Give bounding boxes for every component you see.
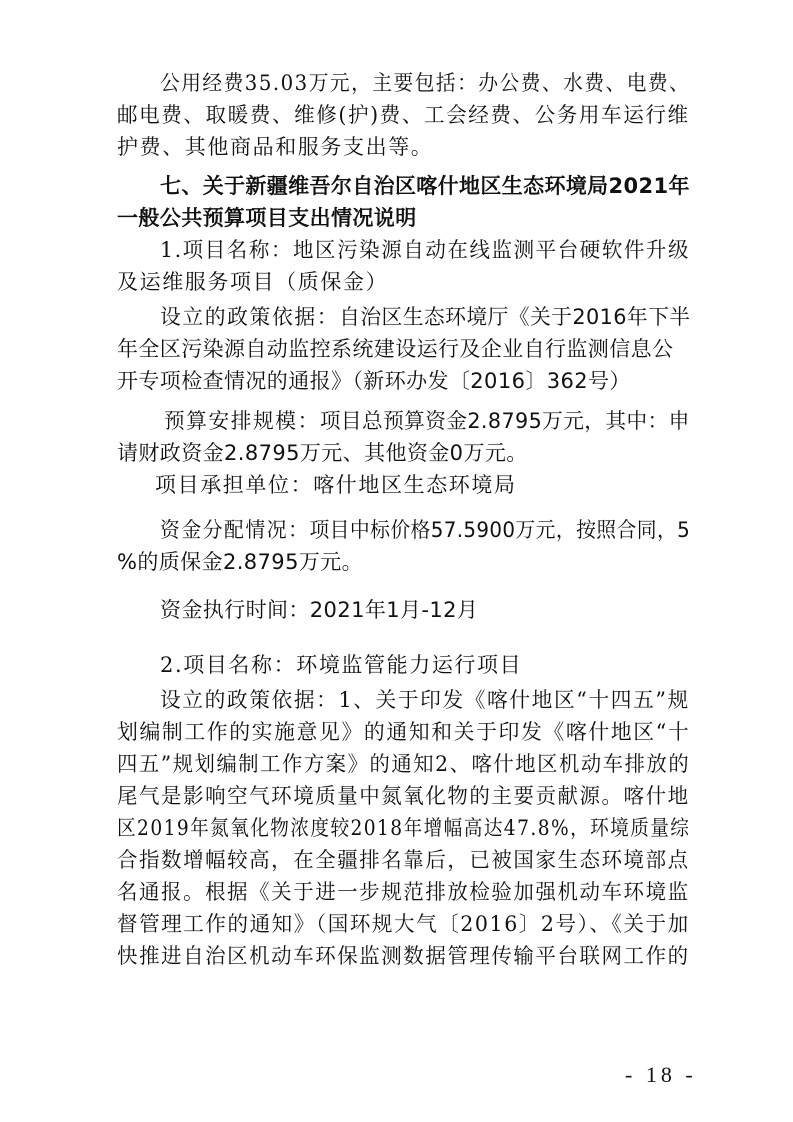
policy-basis-text: 开专项检查情况的通报》（新环办发〔2016〕362号） [117, 369, 631, 393]
policy-basis-text: 年全区污染源自动监控系统建设运行及企业自行监测信息公 [117, 337, 674, 361]
policy-basis-text: 划编制工作的实施意见》的通知和关于印发《喀什地区“十 [117, 720, 691, 744]
allocation-label: 资金分配情况： [160, 518, 310, 542]
allocation-text: 项目中标价格57.5900万元，按照合同，5 [309, 518, 691, 542]
responsible-unit: 项目承担单位：喀什地区生态环境局 [155, 473, 517, 497]
text-line: 邮电费、取暖费、维修(护)费、工会经费、公务用车运行维 [117, 103, 690, 127]
budget-line [164, 406, 690, 436]
policy-basis-line [160, 302, 690, 332]
policy-basis-text: 督管理工作的通知》（国环规大气〔2016〕2号）、《关于加 [117, 912, 690, 936]
budget-text: 请财政资金2.8795万元、其他资金0万元。 [117, 441, 528, 465]
policy-basis-text: 尾气是影响空气环境质量中氮氧化物的主要贡献源。喀什地 [117, 784, 690, 808]
project-name: 1.项目名称：地区污染源自动在线监测平台硬软件升级 [160, 238, 691, 262]
project-name: 及运维服务项目（质保金） [117, 270, 389, 294]
policy-basis-text: 区2019年氮氧化物浓度较2018年增幅高达47.8%，环境质量综 [117, 816, 691, 840]
page-number: - 18 - [625, 1062, 697, 1087]
allocation-text: %的质保金2.8795万元。 [117, 550, 364, 574]
execution-time: 资金执行时间：2021年1月-12月 [160, 598, 479, 622]
allocation-line [160, 515, 690, 545]
budget-label: 预算安排规模： [164, 409, 320, 433]
policy-basis-text: 自治区生态环境厅《关于2016年下半 [339, 305, 691, 329]
policy-basis-label: 设立的政策依据： [160, 305, 340, 329]
text-line: 护费、其他商品和服务支出等。 [117, 135, 434, 159]
section-heading: 一般公共预算项目支出情况说明 [117, 206, 417, 230]
policy-basis-text: 四五”规划编制工作方案》的通知2、喀什地区机动车排放的 [117, 752, 691, 776]
policy-basis-text: 快推进自治区机动车环保监测数据管理传输平台联网工作的 [117, 944, 690, 968]
policy-basis-text: 名通报。根据《关于进一步规范排放检验加强机动车环境监 [117, 880, 690, 904]
project-name: 2.项目名称：环境监管能力运行项目 [160, 653, 523, 677]
text-line: 公用经费35.03万元，主要包括：办公费、水费、电费、 [160, 71, 691, 95]
budget-text: 项目总预算资金2.8795万元，其中：申 [319, 409, 690, 433]
policy-basis-text: 设立的政策依据：1、关于印发《喀什地区“十四五”规 [160, 688, 690, 712]
section-heading: 七、关于新疆维吾尔自治区喀什地区生态环境局2021年 [160, 174, 690, 198]
policy-basis-text: 合指数增幅较高，在全疆排名靠后，已被国家生态环境部点 [117, 848, 690, 872]
